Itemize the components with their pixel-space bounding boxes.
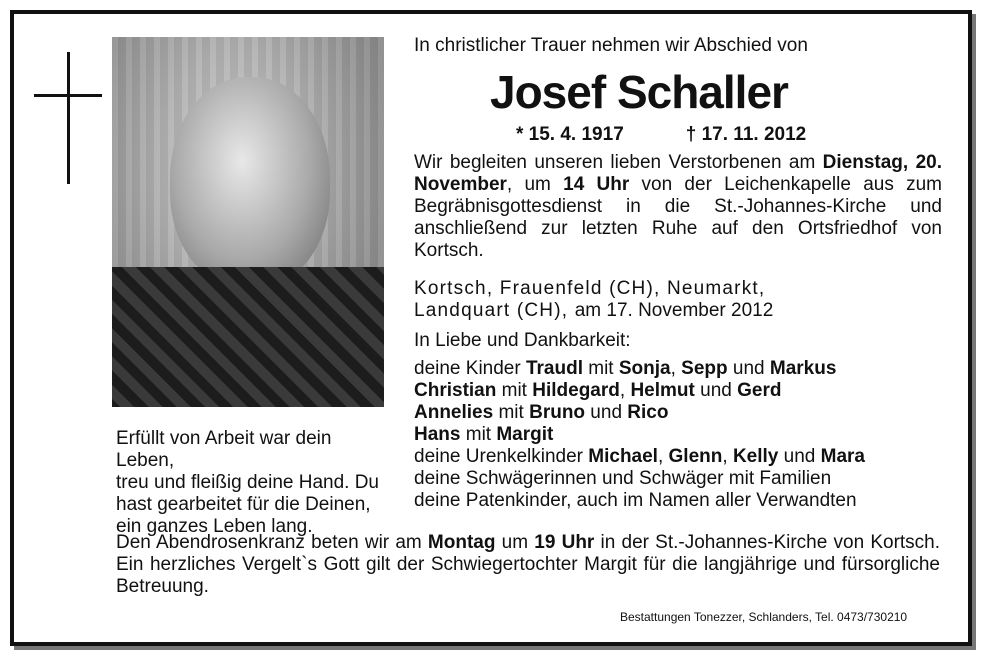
family-line-6: deine Schwägerinnen und Schwäger mit Familien <box>414 468 832 489</box>
family-line-5: deine Urenkelkinder Michael, Glenn, Kelly und Mara <box>414 446 865 467</box>
rosary-announcement <box>116 532 940 598</box>
rosary-text: in der St.-Johannes-Kirche von Kortsch. Ein herzliches Vergelt`s Gott gilt der Schwiegertochter Margit für die langjährige und fürsorgliche Betreuung. <box>116 532 941 597</box>
gratitude-line: In Liebe und Dankbarkeit: <box>414 330 631 351</box>
family-list <box>414 358 954 512</box>
rosary-time: 19 Uhr <box>534 532 595 553</box>
announcement-text: Wir begleiten unseren lieben Verstorbenen am <box>414 152 823 173</box>
funeral-home-footer: Bestattungen Tonezzer, Schlanders, Tel. 0473/730210 <box>620 610 908 624</box>
announcement-text: , um <box>506 174 564 195</box>
poem-line: Erfüllt von Arbeit war dein Leben, <box>116 428 332 471</box>
place-text: Landquart (CH), <box>414 300 575 321</box>
cross-icon-bar <box>34 94 102 97</box>
portrait-photo <box>112 37 384 407</box>
poem-line: hast gearbeitet für die Deinen, <box>116 494 371 515</box>
family-line-7: deine Patenkinder, auch im Namen aller Verwandten <box>414 490 857 511</box>
announcement-day: Dienstag, <box>822 152 909 173</box>
rosary-text: um <box>495 532 535 553</box>
deceased-name: Josef Schaller <box>490 66 788 118</box>
place-date: am 17. November 2012 <box>574 300 774 321</box>
place-line-1: Kortsch, Frauenfeld (CH), Neumarkt, <box>414 278 766 299</box>
funeral-announcement <box>414 152 942 262</box>
poem-line: treu und fleißig deine Hand. Du <box>116 472 379 493</box>
announcement-date: 20. November <box>414 152 943 195</box>
rosary-text: Den Abendrosenkranz beten wir am <box>116 532 428 553</box>
photo-shirt <box>112 267 384 407</box>
rosary-day: Montag <box>427 532 496 553</box>
family-line-4: Hans mit Margit <box>414 424 554 445</box>
poem-line: ein ganzes Leben lang. <box>116 516 313 537</box>
memorial-poem <box>116 428 388 538</box>
cross-icon <box>67 52 70 184</box>
photo-face <box>170 77 330 287</box>
family-line-1: deine Kinder Traudl mit Sonja, Sepp und Markus <box>414 358 837 379</box>
announcement-time: 14 Uhr <box>563 174 630 195</box>
family-line-2: Christian mit Hildegard, Helmut und Gerd <box>414 380 782 401</box>
intro-line: In christlicher Trauer nehmen wir Abschied von <box>414 35 808 56</box>
birth-date: * 15. 4. 1917 <box>516 124 624 145</box>
family-line-3: Annelies mit Bruno und Rico <box>414 402 669 423</box>
life-dates <box>516 124 806 146</box>
announcement-text: von der Leichenkapelle aus zum Begräbnisgottesdienst in die St.-Johannes-Kirche und anschließend zur letzten Ruhe auf den Ortsfriedhof von Kortsch. <box>414 174 942 261</box>
place-line-2 <box>414 300 942 322</box>
death-date: † 17. 11. 2012 <box>685 124 807 145</box>
